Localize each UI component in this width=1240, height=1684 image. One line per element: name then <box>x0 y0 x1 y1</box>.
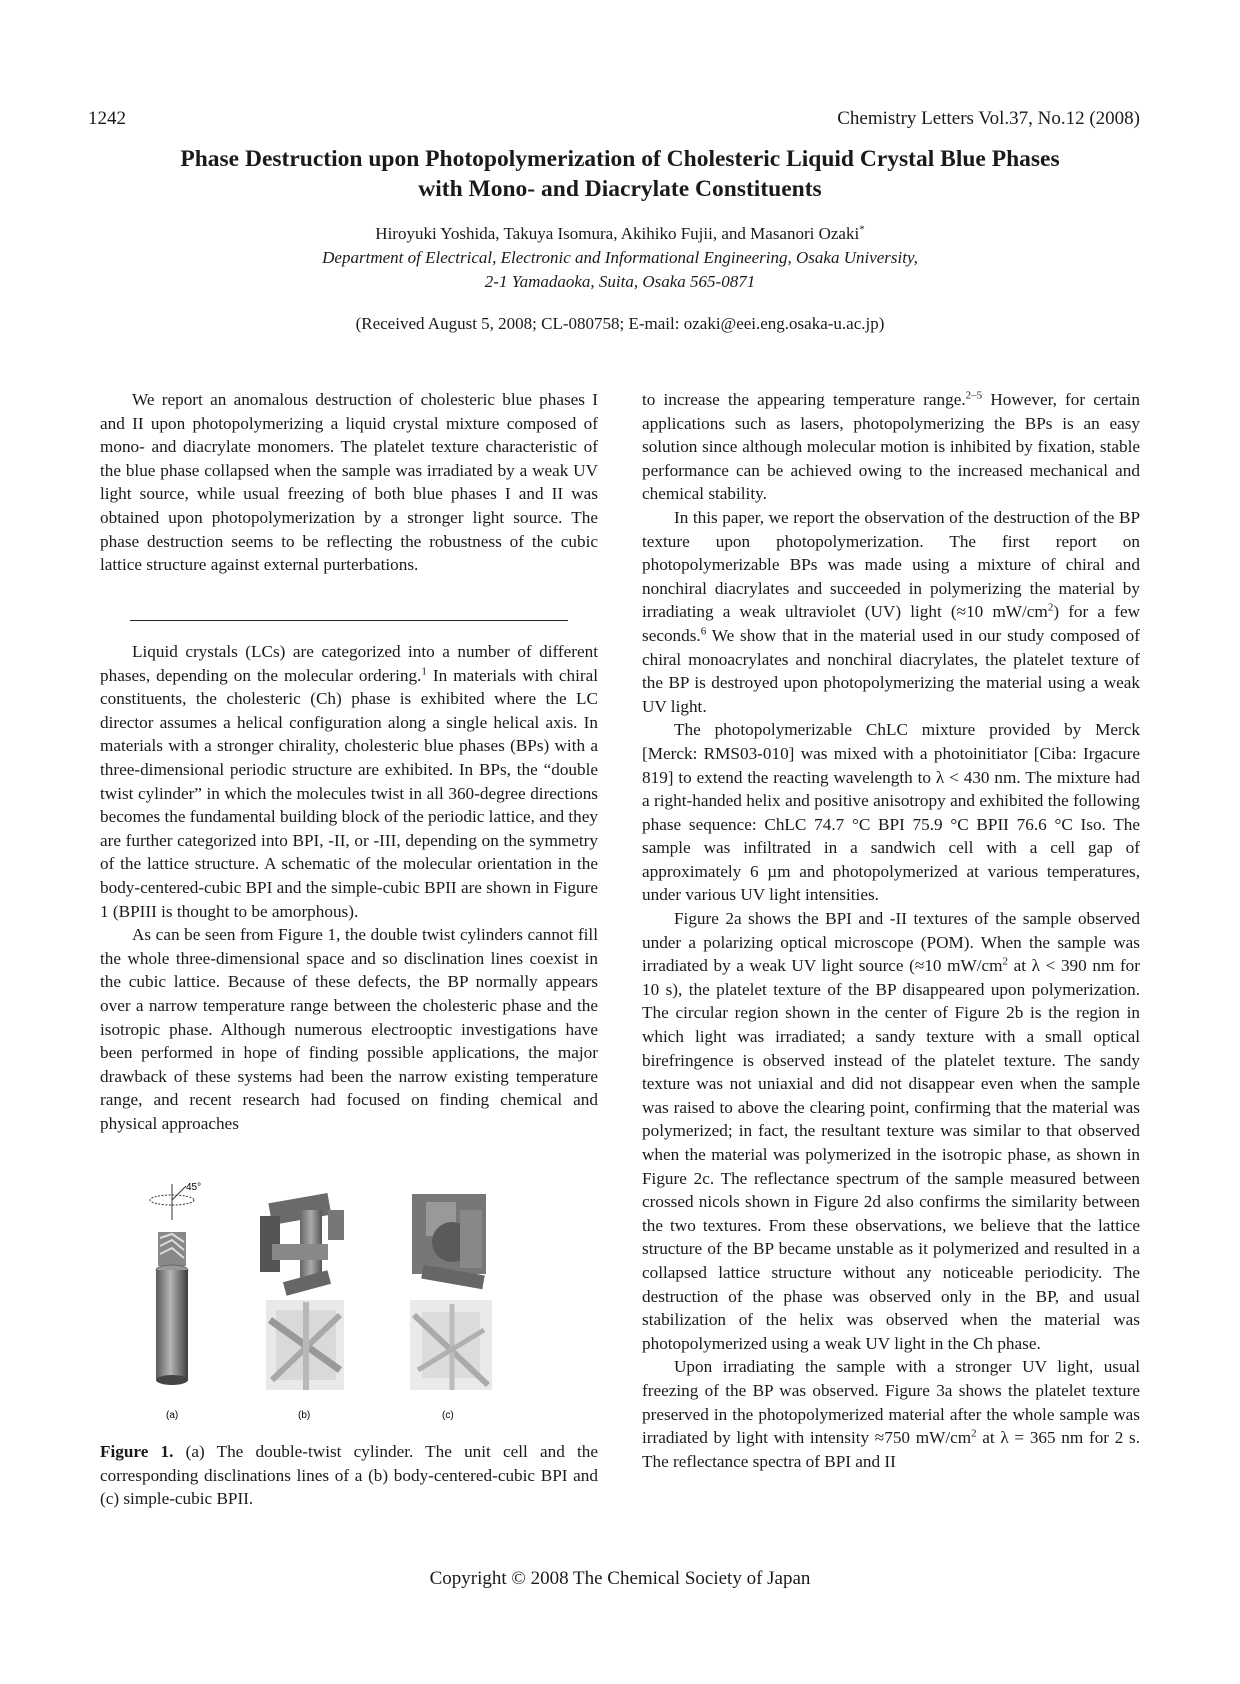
title-line-1: Phase Destruction upon Photopolymerization of Cholesteric Liquid Crystal Blue Phases <box>180 146 1060 172</box>
caption-label: Figure 1. <box>100 1442 174 1461</box>
received-info: (Received August 5, 2008; CL-080758; E-mail: ozaki@eei.eng.osaka-u.ac.jp) <box>355 314 885 333</box>
caption-text: (a) The double-twist cylinder. The unit cell and the corresponding disclinations lines of a (b) body-centered-cubic BPI and (c) simple-cubic BPII. <box>100 1442 598 1509</box>
reference-mark: 6 <box>700 625 707 638</box>
paragraph: The photopolymerizable ChLC mixture provided by Merck [Merck: RMS03-010] was mixed with a photoinitiator [Ciba: Irgacure 819] to extend the reacting wavelength to λ < 430 nm. The mixture had a right-handed helix and positive anisotropy and exhibited the following phase sequence: ChLC 74.7 °C BPI 75.9 °C BPII 76.6 °C Iso. The sample was infiltrated in a sandwich cell with a cell gap of approximately 6 µm and photopolymerized at various temperatures, under various UV light intensities. <box>642 720 1140 905</box>
figure-1 <box>100 1180 598 1425</box>
subfigure-label-b: (b) <box>298 1410 311 1421</box>
bpi-unit-cell <box>260 1193 344 1390</box>
article-title <box>100 144 1140 204</box>
paragraph: Figure 2a shows the BPI and -II textures of the sample observed under a polarizing optical microscope (POM). When the sample was irradiated by a weak UV light source (≈10 $mW/cm^2$ at λ < 390 nm for 10 s), the platelet texture of the BP disappeared upon polymerization. The circular region shown in the center of Figure 2b is the region in which light was irradiated; a sandy texture with a small optical birefringence is observed instead of the platelet texture. The sandy texture was not uniaxial and did not disappear even when the sample was raised to above the clearing point, confirming that the material was polymerized; in fact, the resultant texture was similar to that observed when the material was polymerized in the isotropic phase, as shown in Figure 2c. The reflectance spectrum of the sample measured between crossed nicols shown in Figure 2d also confirms the similarity between the two textures. From these observations, we believe that the lattice structure of the BP became unstable as it polymerized and resulted in a collapsed lattice structure without any noticeable periodicity. The destruction of the phase was observed only in the BP, and usual stabilization of the helix was observed when the material was photopolymerized using a weak UV light in the Ch phase. <box>642 909 1140 1353</box>
double-twist-cylinder <box>150 1182 201 1385</box>
affiliation-line-1: Department of Electrical, Electronic and Informational Engineering, Osaka University, <box>322 248 918 267</box>
paragraph: In this paper, we report the observation of the destruction of the BP texture upon photopolymerization. The first report on photopolymerizable BPs was made using a mixture of chiral and nonchiral diacrylates and succeeded in polymerizing the material by irradiating a weak ultraviolet (UV) light (≈10 $mW/cm^2$) for a few seconds.$^6$ We show that in the material used in our study composed of chiral monoacrylates and nonchiral diacrylates, the platelet texture of the BP is destroyed upon photopolymerizing the material using a weak UV light. <box>642 507 1140 716</box>
page-number: 1242 <box>88 108 126 129</box>
subfigure-label-c: (c) <box>442 1410 454 1421</box>
figure-1-caption <box>100 1440 598 1511</box>
abstract-divider <box>130 620 568 621</box>
corresponding-author-mark: * <box>859 223 865 236</box>
figure-1-illustration <box>100 1180 598 1425</box>
left-column-body <box>100 640 598 1135</box>
subfigure-label-a: (a) <box>166 1410 179 1421</box>
paragraph: As can be seen from Figure 1, the double twist cylinders cannot fill the whole three-dimensional space and so disclination lines coexist in the cubic lattice. Because of these defects, the BP normally appears over a narrow temperature range between the cholesteric phase and the isotropic phase. Although numerous electrooptic investigations have been performed in hope of finding possible applications, the major drawback of these systems had been the narrow existing temperature range, and recent research had focused on finding chemical and physical approaches <box>100 925 598 1133</box>
abstract-text: We report an anomalous destruction of cholesteric blue phases I and II upon photopolymerizing a liquid crystal mixture composed of mono- and diacrylate monomers. The platelet texture characteristic of the blue phase collapsed when the sample was irradiated by a weak UV light source, while usual freezing of both blue phases I and II was obtained upon photopolymerization by a stronger light source. The phase destruction seems to be reflecting the robustness of the cubic lattice structure against external purterbations. <box>100 390 598 575</box>
title-line-2: with Mono- and Diacrylate Constituents <box>418 176 822 202</box>
angle-label: 45° <box>186 1182 202 1193</box>
bpii-unit-cell <box>410 1194 492 1390</box>
author-list <box>100 222 1140 246</box>
reference-mark: 2–5 <box>965 389 983 402</box>
journal-reference: Chemistry Letters Vol.37, No.12 (2008) <box>837 108 1140 129</box>
paragraph: to increase the appearing temperature range.$^{2-5}$ However, for certain applications such as lasers, photopolymerizing the BPs is an easy solution since although molecular motion is inhibited by fixation, stable performance can be achieved owing to the increased mechanical and chemical stability. <box>642 389 1140 504</box>
abstract <box>100 388 598 577</box>
reference-mark: 1 <box>421 664 427 677</box>
authors: Hiroyuki Yoshida, Takuya Isomura, Akihiko Fujii, and Masanori Ozaki <box>375 224 860 243</box>
copyright-footer: Copyright © 2008 The Chemical Society of Japan <box>429 1568 811 1589</box>
affiliation-line-2: 2-1 Yamadaoka, Suita, Osaka 565-0871 <box>484 272 756 291</box>
right-column-body <box>642 388 1140 1473</box>
paragraph: Liquid crystals (LCs) are categorized into a number of different phases, depending on the molecular ordering.$^1$ In materials with chiral constituents, the cholesteric (Ch) phase is exhibited where the LC director assumes a helical configuration along a single helical axis. In materials with a stronger chirality, cholesteric blue phases (BPs) with a three-dimensional periodic structure are exhibited. In BPs, the “double twist cylinder” in which the molecules twist in all 360-degree directions becomes the fundamental building block of the periodic lattice, and they are further categorized into BPI, -II, or -III, depending on the symmetry of the lattice structure. A schematic of the molecular orientation in the body-centered-cubic BPI and the simple-cubic BPII are shown in Figure 1 (BPIII is thought to be amorphous). <box>100 642 598 921</box>
paragraph: Upon irradiating the sample with a stronger UV light, usual freezing of the BP was observed. Figure 3a shows the platelet texture preserved in the photopolymerized material after the whole sample was irradiated by light with intensity ≈750 $mW/cm^2$ at λ = 365 nm for 2 s. The reflectance spectra of BPI and II <box>642 1357 1140 1471</box>
